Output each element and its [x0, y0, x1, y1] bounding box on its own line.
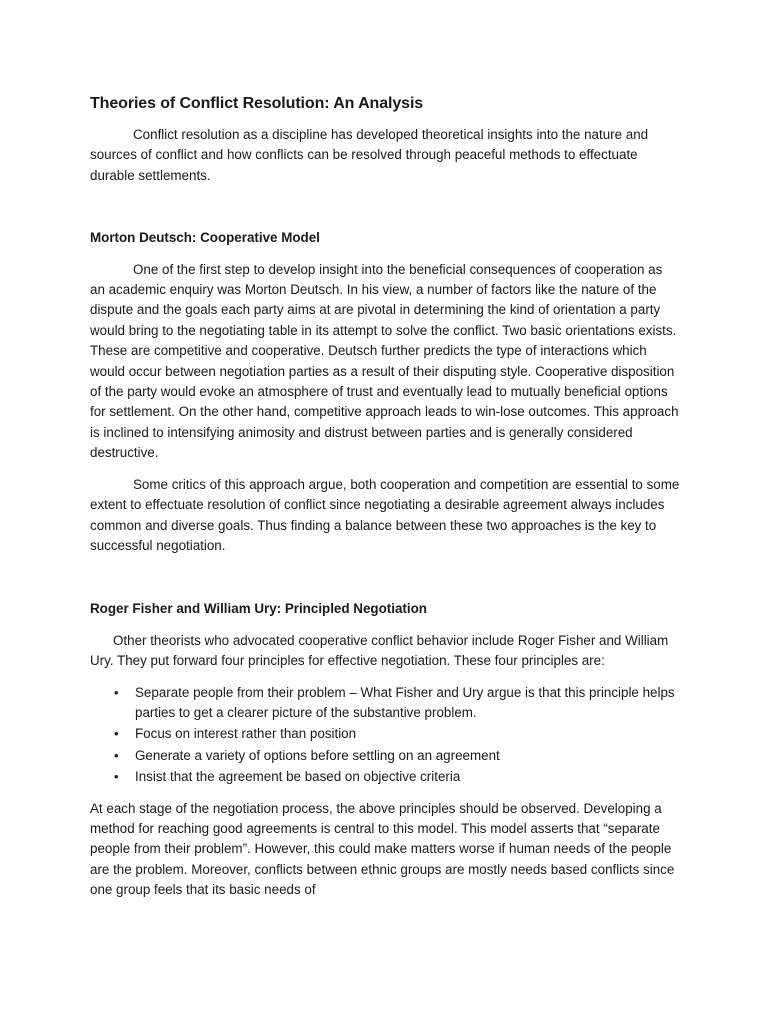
list-item [90, 746, 680, 766]
bullet-icon: • [114, 747, 119, 763]
principle-text: Generate a variety of options before settling on an agreement [135, 747, 500, 763]
closing-paragraph: At each stage of the negotiation process, the above principles should be observed. Developing a method for reaching good agreements is central to this model. This model asserts that “separate people from their problem”. However, this could make matters worse if human needs of the people are the problem. Moreover, conflicts between ethnic groups are mostly needs based conflicts since one group feels that its basic needs of [90, 800, 675, 898]
deutsch-paragraph-2: Some critics of this approach argue, both cooperation and competition are essential to some extent to effectuate resolution of conflict since negotiating a desirable agreement always includes common and diverse goals. Thus finding a balance between these two approaches is the key to successful negotiation. [90, 476, 680, 553]
principle-text: Separate people from their problem – What Fisher and Ury argue is that this principle helps parties to get a clearer picture of the substantive problem. [135, 684, 675, 720]
fisher-ury-intro-paragraph: Other theorists who advocated cooperative conflict behavior include Roger Fisher and William Ury. They put forward four principles for effective negotiation. These four principles are: [90, 632, 669, 669]
list-item [90, 767, 680, 787]
intro-paragraph: Conflict resolution as a discipline has developed theoretical insights into the nature and sources of conflict and how conflicts can be resolved through peaceful methods to effectuate durable settlements. [90, 127, 649, 183]
section-heading-fisher-ury: Roger Fisher and William Ury: Principled Negotiation [90, 601, 427, 617]
principle-text: Insist that the agreement be based on objective criteria [135, 769, 461, 785]
bullet-icon: • [114, 684, 119, 700]
document-title: Theories of Conflict Resolution: An Analysis [90, 95, 424, 112]
section-spacer [90, 197, 680, 228]
principle-text: Focus on interest rather than position [135, 726, 357, 742]
deutsch-paragraph-1: One of the first step to develop insight into the beneficial consequences of cooperation as an academic enquiry was Morton Deutsch. In his view, a number of factors like the nature of the dispute and the goals each party aims at are pivotal in determining the kind of orientation a party would bring to the negotiating table in its attempt to solve the conflict. Two basic orientations exists. These are competitive and cooperative. Deutsch further predicts the type of interactions which would occur between negotiation parties as a result of their disputing style. Cooperative disposition of the party would evoke an atmosphere of trust and eventually lead to mutually beneficial options for settlement. On the other hand, competitive approach leads to win-lose outcomes. This approach is inclined to intensifying animosity and distrust between parties and is generally considered destructive. [90, 261, 679, 461]
list-item [90, 724, 680, 744]
list-item [90, 683, 680, 724]
section-heading-deutsch: Morton Deutsch: Cooperative Model [90, 230, 320, 246]
document-body [90, 93, 680, 901]
section-spacer [90, 567, 680, 599]
bullet-icon: • [114, 769, 119, 785]
bullet-icon: • [114, 726, 119, 742]
principles-list [90, 683, 680, 788]
